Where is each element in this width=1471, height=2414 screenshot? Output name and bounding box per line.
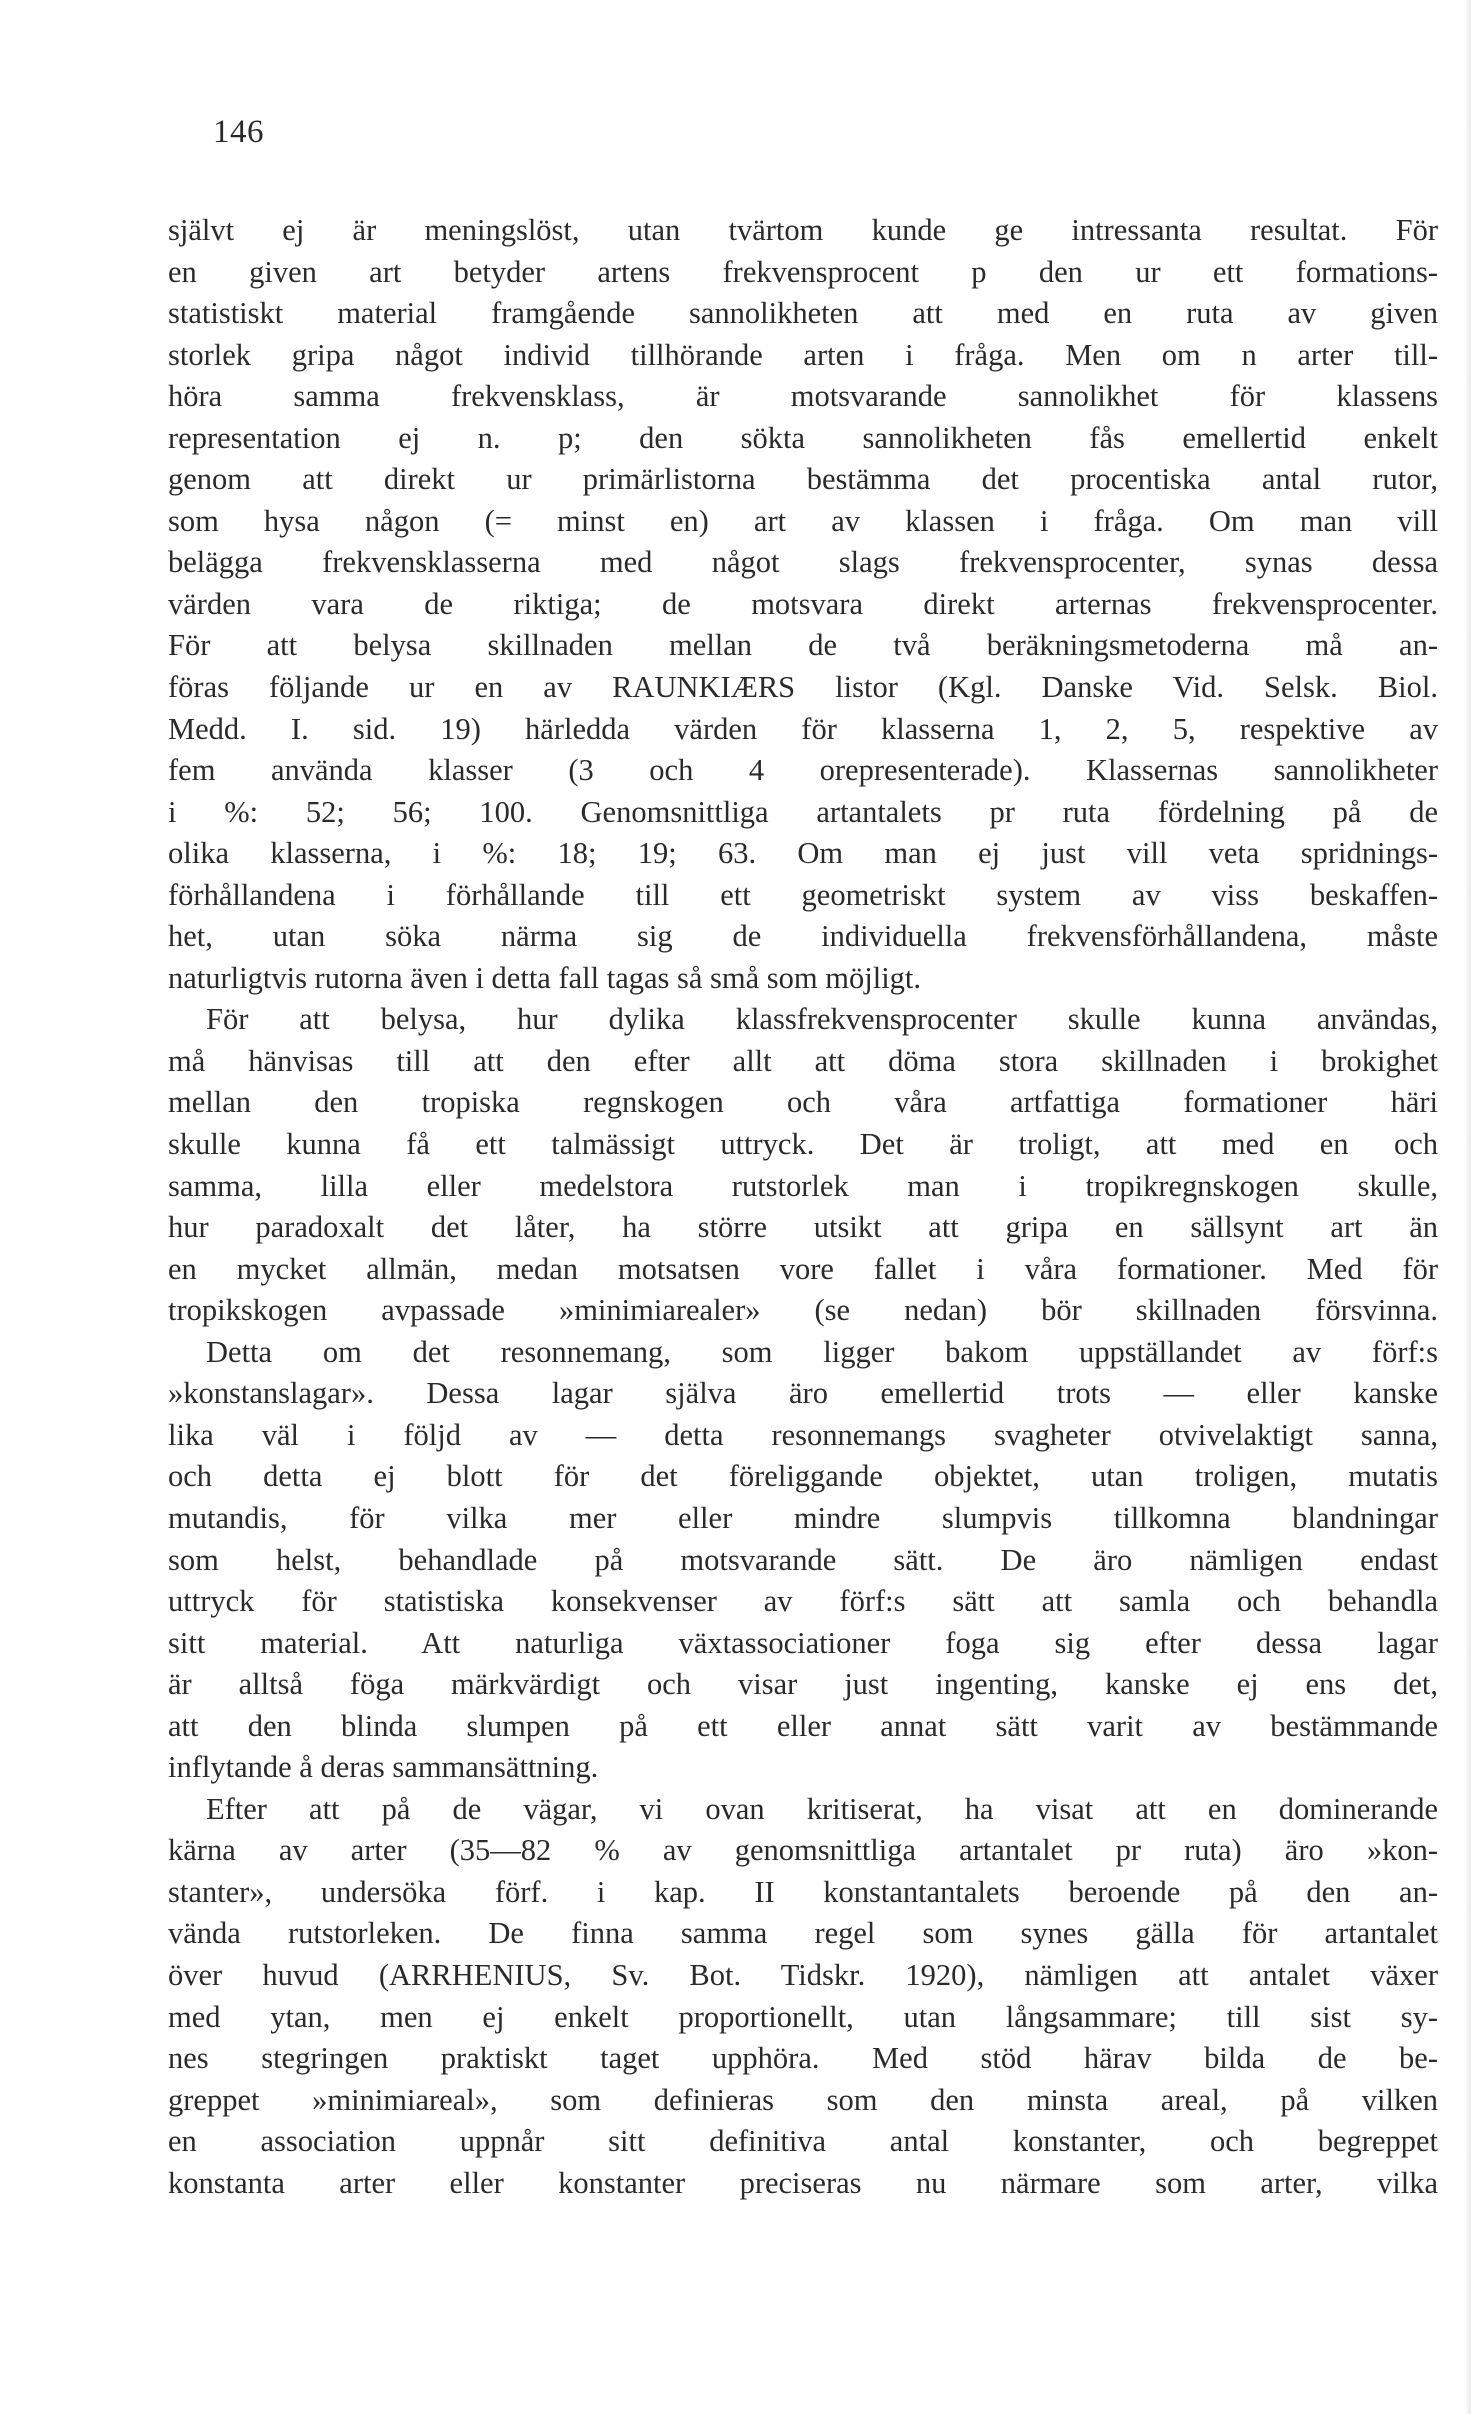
text-line: en mycket allmän, medan motsatsen vore fallet i våra formationer. Med för	[168, 1251, 1438, 1286]
text-line: Efter att på de vägar, vi ovan kritiserat, ha visat att en dominerande	[206, 1791, 1438, 1826]
text-line: i %: 52; 56; 100. Genomsnittliga artantalets pr ruta fördelning på de	[168, 794, 1438, 829]
text-line: må hänvisas till att den efter allt att döma stora skillnaden i brokighet	[168, 1043, 1438, 1078]
text-line: tropikskogen avpassade »minimiarealer» (se nedan) bör skillnaden försvinna.	[168, 1293, 1438, 1328]
page-number: 146	[213, 114, 264, 150]
text-line: förhållandena i förhållande till ett geometriskt system av viss beskaffen-	[168, 877, 1438, 912]
text-line: en given art betyder artens frekvensprocent p den ur ett formations-	[168, 254, 1438, 289]
text-line: belägga frekvensklasserna med något slags frekvensprocenter, synas dessa	[168, 545, 1438, 580]
body-text	[168, 210, 1438, 2204]
text-line: Detta om det resonnemang, som ligger bakom uppställandet av förf:s	[206, 1334, 1438, 1369]
text-line: som hysa någon (= minst en) art av klassen i fråga. Om man vill	[168, 503, 1438, 538]
text-line: »konstanslagar». Dessa lagar själva äro emellertid trots — eller kanske	[168, 1376, 1438, 1411]
text-line: över huvud (ARRHENIUS, Sv. Bot. Tidskr. 1920), nämligen att antalet växer	[168, 1957, 1438, 1992]
text-line: hur paradoxalt det låter, ha större utsikt att gripa en sällsynt art än	[168, 1210, 1438, 1245]
text-line: statistiskt material framgående sannolikheten att med en ruta av given	[168, 296, 1438, 331]
text-line: och detta ej blott för det föreliggande objektet, utan troligen, mutatis	[168, 1459, 1438, 1494]
text-line: mutandis, för vilka mer eller mindre slumpvis tillkomna blandningar	[168, 1500, 1438, 1535]
text-line: inflytande å deras sammansättning.	[168, 1750, 599, 1785]
text-line: För att belysa skillnaden mellan de två beräkningsmetoderna må an-	[168, 628, 1438, 663]
text-line: lika väl i följd av — detta resonnemangs svagheter otvivelaktigt sanna,	[168, 1417, 1438, 1452]
text-line: naturligtvis rutorna även i detta fall tagas så små som möjligt.	[168, 960, 922, 995]
text-line: vända rutstorleken. De finna samma regel som synes gälla för artantalet	[168, 1916, 1438, 1951]
text-line: representation ej n. p; den sökta sannolikheten fås emellertid enkelt	[168, 420, 1438, 455]
text-line: självt ej är meningslöst, utan tvärtom kunde ge intressanta resultat. För	[168, 213, 1438, 247]
text-line: höra samma frekvensklass, är motsvarande sannolikhet för klassens	[168, 379, 1438, 414]
page-edge-shadow	[1465, 0, 1471, 2414]
text-line: föras följande ur en av RAUNKIÆRS listor (Kgl. Danske Vid. Selsk. Biol.	[168, 670, 1438, 705]
text-line: fem använda klasser (3 och 4 orepresenterade). Klassernas sannolikheter	[168, 753, 1438, 788]
text-line: en association uppnår sitt definitiva antal konstanter, och begreppet	[168, 2124, 1438, 2159]
text-line: genom att direkt ur primärlistorna bestämma det procentiska antal rutor,	[168, 462, 1438, 497]
text-line: För att belysa, hur dylika klassfrekvensprocenter skulle kunna användas,	[206, 1002, 1438, 1037]
text-line: med ytan, men ej enkelt proportionellt, utan långsammare; till sist sy-	[168, 1999, 1438, 2034]
text-line: är alltså föga märkvärdigt och visar just ingenting, kanske ej ens det,	[168, 1667, 1438, 1702]
text-line: mellan den tropiska regnskogen och våra artfattiga formationer häri	[168, 1085, 1438, 1120]
text-line: Medd. I. sid. 19) härledda värden för klasserna 1, 2, 5, respektive av	[168, 711, 1438, 746]
text-line: värden vara de riktiga; de motsvara direkt arternas frekvensprocenter.	[168, 586, 1438, 621]
text-line: stanter», undersöka förf. i kap. II konstantantalets beroende på den an-	[168, 1874, 1438, 1909]
text-line: nes stegringen praktiskt taget upphöra. Med stöd härav bilda de be-	[168, 2041, 1438, 2076]
text-line: samma, lilla eller medelstora rutstorlek man i tropikregnskogen skulle,	[168, 1168, 1438, 1203]
text-line: uttryck för statistiska konsekvenser av förf:s sätt att samla och behandla	[168, 1584, 1438, 1619]
text-line: som helst, behandlade på motsvarande sätt. De äro nämligen endast	[168, 1542, 1438, 1577]
text-line: olika klasserna, i %: 18; 19; 63. Om man ej just vill veta spridnings-	[168, 836, 1438, 871]
text-line: het, utan söka närma sig de individuella frekvensförhållandena, måste	[168, 919, 1438, 954]
text-line: skulle kunna få ett talmässigt uttryck. Det är troligt, att med en och	[168, 1127, 1438, 1162]
text-line: konstanta arter eller konstanter preciseras nu närmare som arter, vilka	[168, 2165, 1438, 2200]
text-line: greppet »minimiareal», som definieras som den minsta areal, på vilken	[168, 2082, 1438, 2117]
text-line: storlek gripa något individ tillhörande arten i fråga. Men om n arter till-	[168, 337, 1438, 372]
text-line: sitt material. Att naturliga växtassociationer foga sig efter dessa lagar	[168, 1625, 1438, 1660]
text-line: att den blinda slumpen på ett eller annat sätt varit av bestämmande	[168, 1708, 1438, 1743]
text-line: kärna av arter (35—82 % av genomsnittliga artantalet pr ruta) äro »kon-	[168, 1833, 1438, 1868]
